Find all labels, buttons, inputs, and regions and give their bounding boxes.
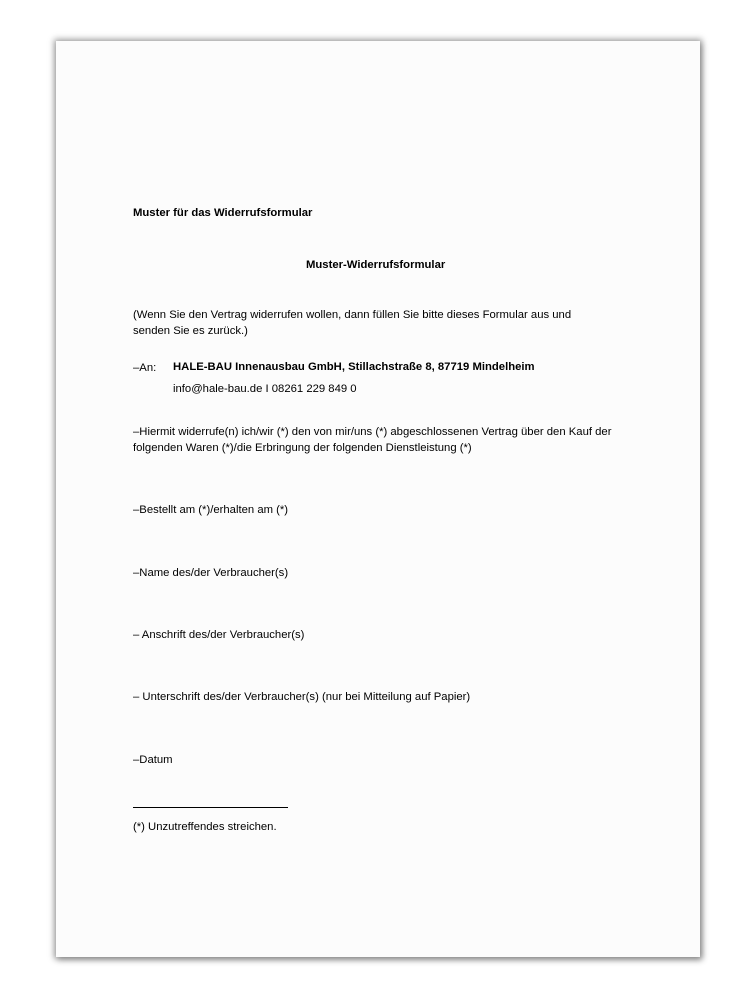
recipient-prefix: –An: (133, 362, 157, 374)
field-name: –Name des/der Verbraucher(s) (133, 567, 289, 579)
form-title: Muster-Widerrufsformular (306, 259, 446, 271)
form-heading: Muster für das Widerrufsformular (133, 207, 313, 219)
footnote-text: (*) Unzutreffendes streichen. (133, 821, 277, 833)
recipient-company: HALE-BAU Innenausbau GmbH, Stillachstraße 8, 87719 Mindelheim (173, 361, 535, 373)
field-signature: – Unterschrift des/der Verbraucher(s) (nur bei Mitteilung auf Papier) (133, 691, 471, 703)
footnote-divider (133, 807, 288, 808)
field-ordered: –Bestellt am (*)/erhalten am (*) (133, 504, 289, 516)
intro-text: (Wenn Sie den Vertrag widerrufen wollen, dann füllen Sie bitte dieses Formular aus und senden Sie es zurück.) (133, 309, 572, 337)
field-address: – Anschrift des/der Verbraucher(s) (133, 629, 305, 641)
document-page (56, 41, 700, 957)
field-date: –Datum (133, 754, 173, 766)
recipient-contact: info@hale-bau.de I 08261 229 849 0 (173, 383, 357, 395)
revocation-text: –Hiermit widerrufe(n) ich/wir (*) den von mir/uns (*) abgeschlossenen Vertrag über den Kauf der folgenden Waren (*)/die Erbringung der folgenden Dienstleistung (*) (133, 426, 612, 454)
